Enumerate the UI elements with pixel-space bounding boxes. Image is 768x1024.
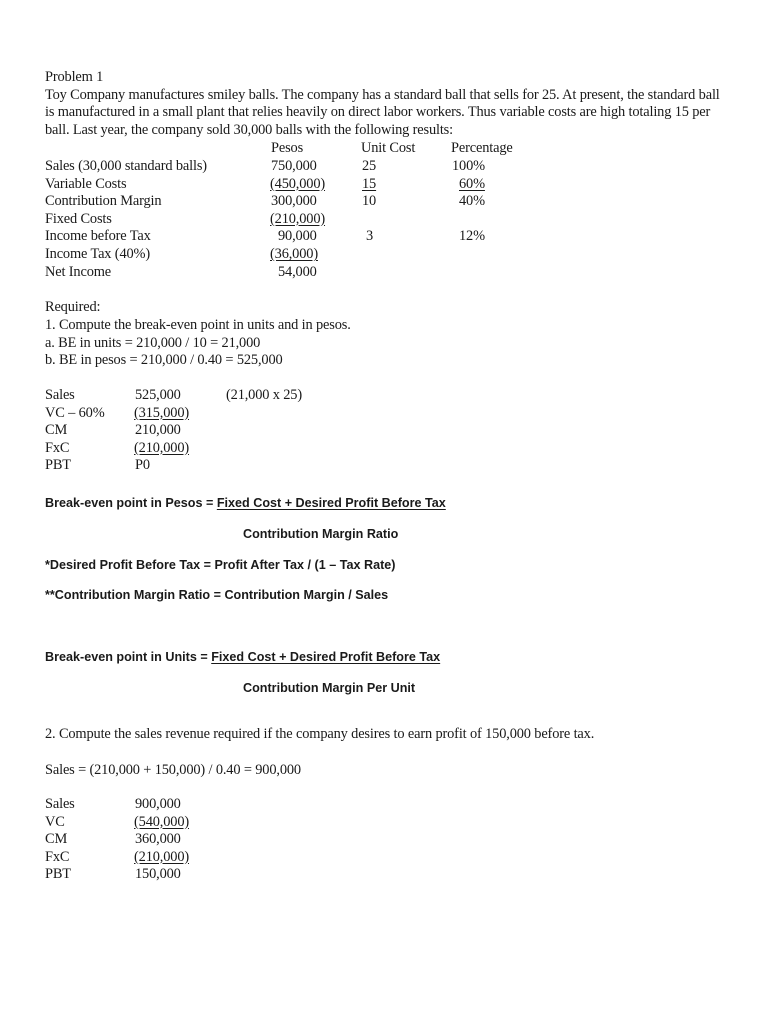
q2-value-pbt: 150,000: [135, 866, 181, 882]
be-label-pbt: PBT: [45, 457, 71, 473]
q2-value-sales: 900,000: [135, 796, 181, 812]
cm-ratio-note: **Contribution Margin Ratio = Contribution Margin / Sales: [45, 588, 389, 602]
formula-bep-units-denominator: Contribution Margin Per Unit: [243, 681, 416, 695]
row-label-income-tax: Income Tax (40%): [45, 246, 151, 262]
problem-title: Problem 1: [45, 69, 104, 85]
row-unit-sales: 25: [362, 158, 377, 174]
row-pesos-sales: 750,000: [271, 158, 317, 174]
row-label-variable-costs: Variable Costs: [45, 175, 127, 192]
answer-1b: b. BE in pesos = 210,000 / 0.40 = 525,000: [45, 352, 283, 368]
q2-label-pbt: PBT: [45, 866, 71, 882]
intro-block: [45, 69, 720, 139]
be-value-vc: (315,000): [134, 404, 190, 421]
required-heading: Required:: [45, 299, 101, 315]
be-label-cm: CM: [45, 422, 68, 438]
header-percentage: Percentage: [451, 140, 513, 156]
question-2-equation: Sales = (210,000 + 150,000) / 0.40 = 900,000: [45, 762, 301, 778]
row-pesos-fixed-costs: (210,000): [270, 210, 326, 227]
be-note-sales: (21,000 x 25): [226, 387, 302, 403]
row-label-contribution-margin: Contribution Margin: [45, 193, 162, 209]
q2-label-cm: CM: [45, 831, 68, 847]
row-pesos-net-income: 54,000: [278, 263, 317, 280]
row-label-sales: Sales (30,000 standard balls): [45, 158, 207, 174]
row-pct-income-before-tax: 12%: [459, 228, 485, 244]
q2-label-fxc: FxC: [45, 848, 70, 865]
row-label-net-income: Net Income: [45, 263, 112, 280]
q2-value-vc: (540,000): [134, 813, 190, 830]
be-label-sales: Sales: [45, 387, 75, 403]
be-label-fxc: FxC: [45, 439, 70, 456]
be-label-vc: VC – 60%: [45, 404, 105, 421]
formula-bep-pesos-label: Break-even point in Pesos =: [45, 496, 217, 510]
formula-bep-pesos-numerator: Fixed Cost + Desired Profit Before Tax: [216, 496, 446, 510]
row-pct-sales: 100%: [452, 158, 485, 174]
header-pesos: Pesos: [271, 140, 304, 156]
desired-profit-note: *Desired Profit Before Tax = Profit After Tax / (1 – Tax Rate): [45, 558, 396, 572]
row-unit-income-before-tax: 3: [366, 228, 374, 244]
row-unit-contribution-margin: 10: [362, 193, 377, 209]
row-label-income-before-tax: Income before Tax: [45, 228, 151, 244]
row-pesos-income-tax: (36,000): [270, 246, 318, 262]
formula-bep-units-line: [45, 649, 440, 665]
be-value-sales: 525,000: [135, 387, 181, 403]
row-unit-variable-costs: 15: [362, 175, 377, 192]
question-1: 1. Compute the break-even point in units and in pesos.: [45, 317, 351, 333]
intro-line-1: Toy Company manufactures smiley balls. The company has a standard ball that sells for 25. At present, the standard ball: [45, 86, 720, 103]
row-label-fixed-costs: Fixed Costs: [45, 210, 112, 227]
intro-line-3: ball. Last year, the company sold 30,000 balls with the following results:: [45, 121, 453, 138]
row-pct-contribution-margin: 40%: [459, 193, 485, 209]
row-pesos-contribution-margin: 300,000: [271, 193, 317, 209]
q2-label-sales: Sales: [45, 796, 75, 812]
be-value-fxc: (210,000): [134, 439, 190, 456]
formula-bep-units-label: Break-even point in Units =: [45, 650, 212, 664]
formula-bep-pesos-denominator: Contribution Margin Ratio: [243, 527, 399, 541]
answer-1a: a. BE in units = 210,000 / 10 = 21,000: [45, 334, 261, 351]
row-pesos-variable-costs: (450,000): [270, 175, 326, 192]
q2-value-cm: 360,000: [135, 831, 181, 847]
header-unit-cost: Unit Cost: [361, 140, 416, 156]
question-2: 2. Compute the sales revenue required if the company desires to earn profit of 150,000 before tax.: [45, 726, 595, 742]
row-pesos-income-before-tax: 90,000: [278, 228, 317, 244]
be-value-cm: 210,000: [135, 422, 181, 438]
q2-label-vc: VC: [45, 813, 65, 830]
formula-bep-pesos-line: [45, 495, 446, 511]
formula-bep-units-numerator: Fixed Cost + Desired Profit Before Tax: [211, 650, 441, 664]
q2-value-fxc: (210,000): [134, 848, 190, 865]
intro-line-2: is manufactured in a small plant that relies heavily on direct labor workers. Thus variable costs are high totaling 15 per: [45, 104, 711, 121]
be-value-pbt: P0: [135, 457, 150, 473]
row-pct-variable-costs: 60%: [459, 175, 485, 192]
